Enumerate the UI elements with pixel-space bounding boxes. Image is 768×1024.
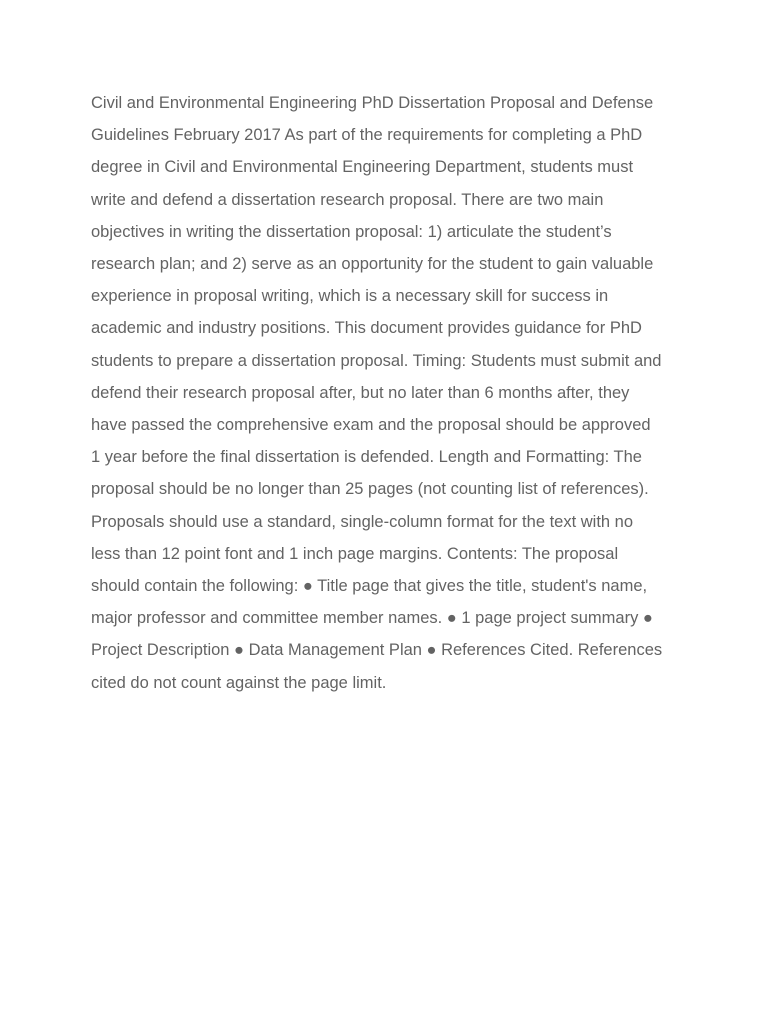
- text-line: proposal should be no longer than 25 pages (not counting list of references).: [91, 480, 649, 499]
- text-line: write and defend a dissertation research proposal. There are two main: [91, 190, 604, 209]
- text-line: objectives in writing the dissertation proposal: 1) articulate the student’s: [91, 222, 612, 241]
- text-line: 1 year before the final dissertation is defended. Length and Formatting: The: [91, 448, 642, 467]
- text-line: degree in Civil and Environmental Engineering Department, students must: [91, 158, 634, 177]
- text-line: should contain the following: ● Title page that gives the title, student's name,: [91, 577, 648, 596]
- text-line: academic and industry positions. This document provides guidance for PhD: [91, 319, 642, 338]
- text-line: Civil and Environmental Engineering PhD Dissertation Proposal and Defense: [91, 94, 654, 112]
- text-line: experience in proposal writing, which is a necessary skill for success in: [91, 287, 609, 306]
- text-line: Project Description ● Data Management Plan ● References Cited. References: [91, 641, 663, 660]
- document-body-text: [91, 87, 691, 699]
- text-line: less than 12 point font and 1 inch page margins. Contents: The proposal: [91, 544, 619, 563]
- text-line: Proposals should use a standard, single-column format for the text with no: [91, 512, 634, 531]
- text-line: major professor and committee member names. ● 1 page project summary ●: [91, 609, 653, 628]
- text-line: students to prepare a dissertation proposal. Timing: Students must submit and: [91, 351, 662, 370]
- text-line: cited do not count against the page limit.: [91, 673, 387, 692]
- text-line: research plan; and 2) serve as an opportunity for the student to gain valuable: [91, 255, 654, 274]
- text-line: Guidelines February 2017 As part of the requirements for completing a PhD: [91, 126, 643, 145]
- text-line: defend their research proposal after, but no later than 6 months after, they: [91, 383, 630, 402]
- text-line: have passed the comprehensive exam and the proposal should be approved: [91, 416, 651, 435]
